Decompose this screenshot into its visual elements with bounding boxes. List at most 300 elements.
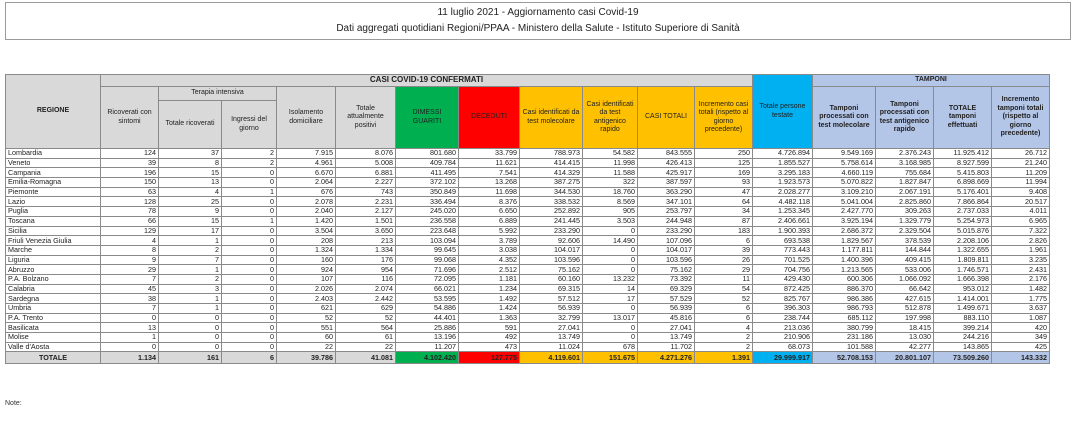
- table-cell: 213: [336, 236, 396, 246]
- region-name: Veneto: [6, 158, 101, 168]
- header-dimessi: DIMESSI GUARITI: [396, 87, 459, 149]
- table-cell: 533.006: [876, 265, 934, 275]
- table-cell: 420: [992, 323, 1050, 333]
- table-cell: 986.386: [813, 294, 876, 304]
- header-test-antigenico: Casi identificati da test antigenico rapido: [583, 87, 638, 149]
- table-cell: 2.442: [336, 294, 396, 304]
- table-cell: 244.948: [638, 216, 695, 226]
- header-ricoverati: Ricoverati con sintomi: [101, 87, 159, 149]
- table-cell: 127.775: [459, 352, 520, 364]
- table-cell: 25: [159, 197, 222, 207]
- table-cell: 344.530: [520, 187, 583, 197]
- table-cell: 5.992: [459, 226, 520, 236]
- region-name: Marche: [6, 245, 101, 255]
- table-cell: 414.329: [520, 168, 583, 178]
- table-cell: 104.017: [638, 245, 695, 255]
- table-cell: 1.492: [459, 294, 520, 304]
- table-cell: 843.555: [638, 149, 695, 159]
- table-cell: 103.596: [638, 255, 695, 265]
- table-cell: 3.637: [992, 304, 1050, 314]
- header-terapia-intensiva: Terapia intensiva: [159, 87, 277, 101]
- table-cell: 2.078: [277, 197, 336, 207]
- table-cell: 6.881: [336, 168, 396, 178]
- table-cell: 6.965: [992, 216, 1050, 226]
- table-cell: 3.504: [277, 226, 336, 236]
- header-tamponi-totale: TOTALE tamponi effettuati: [934, 87, 992, 149]
- table-cell: 1.391: [695, 352, 753, 364]
- table-cell: 150: [101, 178, 159, 188]
- table-cell: 34: [695, 207, 753, 217]
- table-cell: 2.427.770: [813, 207, 876, 217]
- table-cell: 245.020: [396, 207, 459, 217]
- table-cell: 6.898.669: [934, 178, 992, 188]
- table-cell: 45.816: [638, 313, 695, 323]
- table-cell: 1.666.398: [934, 274, 992, 284]
- table-cell: 33.799: [459, 149, 520, 159]
- table-cell: 27.041: [638, 323, 695, 333]
- table-cell: 11.702: [638, 342, 695, 352]
- table-row: [6, 236, 1050, 246]
- table-cell: 429.430: [753, 274, 813, 284]
- table-cell: 954: [336, 265, 396, 275]
- table-cell: 22: [277, 342, 336, 352]
- table-cell: 8.376: [459, 197, 520, 207]
- table-cell: 52.708.153: [813, 352, 876, 364]
- table-cell: 0: [222, 178, 277, 188]
- table-cell: 61: [336, 333, 396, 343]
- table-cell: 66.021: [396, 284, 459, 294]
- table-cell: 629: [336, 304, 396, 314]
- table-cell: 11.621: [459, 158, 520, 168]
- table-cell: 704.756: [753, 265, 813, 275]
- header-persone-testate: Totale persone testate: [753, 75, 813, 149]
- table-cell: 3.038: [459, 245, 520, 255]
- table-cell: 0: [222, 274, 277, 284]
- table-row: [6, 255, 1050, 265]
- table-cell: 1.420: [277, 216, 336, 226]
- table-row: [6, 284, 1050, 294]
- table-cell: 1.329.779: [876, 216, 934, 226]
- table-cell: 213.036: [753, 323, 813, 333]
- table-cell: 5.415.803: [934, 168, 992, 178]
- table-cell: 363.290: [638, 187, 695, 197]
- header-casi-confermati: CASI COVID-19 CONFERMATI: [101, 75, 753, 87]
- table-cell: 4.352: [459, 255, 520, 265]
- table-cell: 336.494: [396, 197, 459, 207]
- table-cell: 7: [101, 274, 159, 284]
- table-cell: 7.866.864: [934, 197, 992, 207]
- table-row: [6, 313, 1050, 323]
- table-cell: 399.214: [934, 323, 992, 333]
- table-cell: 57.529: [638, 294, 695, 304]
- table-cell: 25.886: [396, 323, 459, 333]
- table-cell: 8.076: [336, 149, 396, 159]
- table-cell: 2.074: [336, 284, 396, 294]
- region-name: Valle d'Aosta: [6, 342, 101, 352]
- table-cell: 18.760: [583, 187, 638, 197]
- table-cell: 11.209: [992, 168, 1050, 178]
- table-cell: 2.064: [277, 178, 336, 188]
- table-cell: 591: [459, 323, 520, 333]
- table-cell: 0: [222, 265, 277, 275]
- region-name: P.A. Trento: [6, 313, 101, 323]
- table-cell: 129: [101, 226, 159, 236]
- header-test-molecolare: Casi identificati da test molecolare: [520, 87, 583, 149]
- table-row: [6, 187, 1050, 197]
- table-cell: 71.696: [396, 265, 459, 275]
- table-cell: 0: [159, 333, 222, 343]
- table-cell: 75.162: [638, 265, 695, 275]
- table-cell: 693.538: [753, 236, 813, 246]
- table-cell: 60: [277, 333, 336, 343]
- table-cell: 210.906: [753, 333, 813, 343]
- table-cell: 2.329.504: [876, 226, 934, 236]
- table-cell: 1: [101, 333, 159, 343]
- table-cell: 116: [336, 274, 396, 284]
- table-cell: 160: [277, 255, 336, 265]
- table-row: [6, 197, 1050, 207]
- table-cell: 378.539: [876, 236, 934, 246]
- table-cell: 1.066.092: [876, 274, 934, 284]
- table-cell: 6: [695, 304, 753, 314]
- table-cell: 2.176: [992, 274, 1050, 284]
- table-cell: 3.109.210: [813, 187, 876, 197]
- table-cell: 29.999.917: [753, 352, 813, 364]
- table-cell: 411.495: [396, 168, 459, 178]
- table-cell: 0: [222, 294, 277, 304]
- table-cell: 0: [222, 333, 277, 343]
- table-cell: 6: [695, 236, 753, 246]
- table-cell: 7.915: [277, 149, 336, 159]
- table-cell: 244.216: [934, 333, 992, 343]
- table-cell: 1.322.655: [934, 245, 992, 255]
- table-cell: 0: [101, 313, 159, 323]
- table-cell: 47: [695, 187, 753, 197]
- table-cell: 241.445: [520, 216, 583, 226]
- table-cell: 66: [101, 216, 159, 226]
- table-cell: 396.303: [753, 304, 813, 314]
- table-cell: 1.134: [101, 352, 159, 364]
- table-cell: 4.271.276: [638, 352, 695, 364]
- table-cell: 1.253.345: [753, 207, 813, 217]
- table-cell: 0: [222, 342, 277, 352]
- region-name: Lombardia: [6, 149, 101, 159]
- table-cell: 0: [159, 323, 222, 333]
- table-cell: 2: [695, 333, 753, 343]
- table-cell: 551: [277, 323, 336, 333]
- table-cell: 6: [222, 352, 277, 364]
- table-cell: 73.509.260: [934, 352, 992, 364]
- table-cell: 93: [695, 178, 753, 188]
- table-cell: 1.334: [336, 245, 396, 255]
- table-cell: 409.415: [876, 255, 934, 265]
- table-cell: 233.290: [638, 226, 695, 236]
- table-cell: 427.615: [876, 294, 934, 304]
- table-cell: 56.939: [520, 304, 583, 314]
- table-cell: 4.482.118: [753, 197, 813, 207]
- table-cell: 1.482: [992, 284, 1050, 294]
- table-cell: 2.737.033: [934, 207, 992, 217]
- table-cell: 425: [992, 342, 1050, 352]
- table-cell: 41.081: [336, 352, 396, 364]
- table-cell: 425.917: [638, 168, 695, 178]
- table-cell: 196: [101, 168, 159, 178]
- table-cell: 6.670: [277, 168, 336, 178]
- table-cell: 1.746.571: [934, 265, 992, 275]
- table-row: [6, 323, 1050, 333]
- table-row: [6, 207, 1050, 217]
- table-cell: 2.231: [336, 197, 396, 207]
- table-row: [6, 274, 1050, 284]
- table-cell: 4.119.601: [520, 352, 583, 364]
- table-cell: 53.595: [396, 294, 459, 304]
- table-cell: 0: [222, 207, 277, 217]
- table-cell: 11.994: [992, 178, 1050, 188]
- table-cell: 104.017: [520, 245, 583, 255]
- table-cell: 78: [101, 207, 159, 217]
- table-cell: 183: [695, 226, 753, 236]
- table-cell: 3.295.183: [753, 168, 813, 178]
- table-cell: 755.684: [876, 168, 934, 178]
- table-cell: 0: [222, 226, 277, 236]
- table-cell: 0: [222, 236, 277, 246]
- table-cell: 3.789: [459, 236, 520, 246]
- table-cell: 5.070.822: [813, 178, 876, 188]
- table-cell: 347.101: [638, 197, 695, 207]
- region-name: Toscana: [6, 216, 101, 226]
- table-body: [6, 149, 1050, 364]
- table-cell: 1: [159, 294, 222, 304]
- table-cell: 2.026: [277, 284, 336, 294]
- table-cell: 2.376.243: [876, 149, 934, 159]
- table-cell: 1.424: [459, 304, 520, 314]
- table-cell: 872.425: [753, 284, 813, 294]
- table-cell: 54.886: [396, 304, 459, 314]
- table-cell: 414.415: [520, 158, 583, 168]
- table-cell: 8: [159, 158, 222, 168]
- table-cell: 3.650: [336, 226, 396, 236]
- table-cell: 7: [159, 255, 222, 265]
- table-cell: 124: [101, 149, 159, 159]
- region-name: Sicilia: [6, 226, 101, 236]
- table-cell: 0: [159, 342, 222, 352]
- table-cell: 773.443: [753, 245, 813, 255]
- table-row: [6, 168, 1050, 178]
- table-cell: 57.512: [520, 294, 583, 304]
- table-cell: 0: [222, 284, 277, 294]
- table-cell: 426.413: [638, 158, 695, 168]
- table-cell: 338.532: [520, 197, 583, 207]
- table-cell: 1.855.527: [753, 158, 813, 168]
- table-cell: 1.829.567: [813, 236, 876, 246]
- table-cell: 0: [583, 323, 638, 333]
- table-cell: 7.322: [992, 226, 1050, 236]
- table-cell: 4.102.420: [396, 352, 459, 364]
- table-cell: 905: [583, 207, 638, 217]
- table-cell: 11.925.412: [934, 149, 992, 159]
- table-cell: 42.277: [876, 342, 934, 352]
- table-cell: 409.784: [396, 158, 459, 168]
- table-cell: 9: [101, 255, 159, 265]
- table-cell: 238.744: [753, 313, 813, 323]
- table-cell: 4: [159, 187, 222, 197]
- totals-label: TOTALE: [6, 352, 101, 364]
- table-cell: 13: [101, 323, 159, 333]
- table-cell: 11.588: [583, 168, 638, 178]
- table-cell: 0: [583, 255, 638, 265]
- table-cell: 107.096: [638, 236, 695, 246]
- table-cell: 0: [101, 342, 159, 352]
- table-cell: 1.809.811: [934, 255, 992, 265]
- table-cell: 20.517: [992, 197, 1050, 207]
- table-cell: 2.028.277: [753, 187, 813, 197]
- table-cell: 1.961: [992, 245, 1050, 255]
- table-cell: 349: [992, 333, 1050, 343]
- table-cell: 309.263: [876, 207, 934, 217]
- table-cell: 52: [277, 313, 336, 323]
- table-cell: 143.332: [992, 352, 1050, 364]
- table-cell: 1: [222, 187, 277, 197]
- table-cell: 883.110: [934, 313, 992, 323]
- table-cell: 0: [222, 168, 277, 178]
- table-cell: 125: [695, 158, 753, 168]
- header-deceduti: DECEDUTI: [459, 87, 520, 149]
- table-cell: 37: [159, 149, 222, 159]
- table-cell: 701.525: [753, 255, 813, 265]
- table-cell: 0: [222, 245, 277, 255]
- table-cell: 8.569: [583, 197, 638, 207]
- table-cell: 63: [101, 187, 159, 197]
- table-cell: 103.596: [520, 255, 583, 265]
- table-cell: 13.749: [638, 333, 695, 343]
- table-cell: 0: [222, 255, 277, 265]
- table-cell: 9: [159, 207, 222, 217]
- table-cell: 56.939: [638, 304, 695, 314]
- table-cell: 0: [583, 333, 638, 343]
- table-cell: 11.998: [583, 158, 638, 168]
- table-cell: 75.162: [520, 265, 583, 275]
- table-cell: 5.758.614: [813, 158, 876, 168]
- table-row: [6, 178, 1050, 188]
- table-cell: 512.878: [876, 304, 934, 314]
- header-regione: REGIONE: [6, 75, 101, 149]
- table-cell: 38: [101, 294, 159, 304]
- table-cell: 678: [583, 342, 638, 352]
- table-cell: 197.998: [876, 313, 934, 323]
- table-cell: 2.208.106: [934, 236, 992, 246]
- header-ti-totale: Totale ricoverati: [159, 101, 222, 149]
- table-cell: 253.797: [638, 207, 695, 217]
- table-cell: 13.196: [396, 333, 459, 343]
- region-name: Sardegna: [6, 294, 101, 304]
- table-cell: 2.067.191: [876, 187, 934, 197]
- header-isolamento: Isolamento domiciliare: [277, 87, 336, 149]
- table-cell: 26.712: [992, 149, 1050, 159]
- table-cell: 3.925.194: [813, 216, 876, 226]
- table-cell: 60.160: [520, 274, 583, 284]
- table-cell: 101.588: [813, 342, 876, 352]
- table-cell: 380.799: [813, 323, 876, 333]
- table-cell: 1.363: [459, 313, 520, 323]
- table-cell: 4.660.119: [813, 168, 876, 178]
- header-tamponi-incremento: Incremento tamponi totali (rispetto al giorno precedente): [992, 87, 1050, 149]
- report-header: [5, 2, 1071, 40]
- table-cell: 99.068: [396, 255, 459, 265]
- table-cell: 0: [583, 245, 638, 255]
- table-cell: 26: [695, 255, 753, 265]
- table-cell: 11.207: [396, 342, 459, 352]
- region-name: Molise: [6, 333, 101, 343]
- table-cell: 3.503: [583, 216, 638, 226]
- table-cell: 103.094: [396, 236, 459, 246]
- table-cell: 1.213.565: [813, 265, 876, 275]
- table-cell: 11.698: [459, 187, 520, 197]
- header-casi-totali: CASI TOTALI: [638, 87, 695, 149]
- table-cell: 69.315: [520, 284, 583, 294]
- table-cell: 21.240: [992, 158, 1050, 168]
- table-cell: 17: [159, 226, 222, 236]
- table-cell: 2.406.661: [753, 216, 813, 226]
- table-cell: 1.414.001: [934, 294, 992, 304]
- table-cell: 8.927.599: [934, 158, 992, 168]
- table-cell: 1.324: [277, 245, 336, 255]
- header-tamponi-antigenico: Tamponi processati con test antigenico rapido: [876, 87, 934, 149]
- table-cell: 151.675: [583, 352, 638, 364]
- table-cell: 233.290: [520, 226, 583, 236]
- table-cell: 492: [459, 333, 520, 343]
- table-cell: 29: [695, 265, 753, 275]
- table-cell: 9.549.169: [813, 149, 876, 159]
- table-cell: 236.558: [396, 216, 459, 226]
- region-name: Abruzzo: [6, 265, 101, 275]
- table-cell: 788.973: [520, 149, 583, 159]
- table-cell: 2.431: [992, 265, 1050, 275]
- table-cell: 0: [159, 313, 222, 323]
- table-cell: 250: [695, 149, 753, 159]
- table-cell: 1.501: [336, 216, 396, 226]
- table-cell: 231.186: [813, 333, 876, 343]
- table-cell: 107: [277, 274, 336, 284]
- table-cell: 208: [277, 236, 336, 246]
- table-cell: 2.403: [277, 294, 336, 304]
- region-name: Basilicata: [6, 323, 101, 333]
- table-cell: 1: [159, 304, 222, 314]
- table-cell: 322: [583, 178, 638, 188]
- table-cell: 1.181: [459, 274, 520, 284]
- table-row: [6, 333, 1050, 343]
- table-cell: 621: [277, 304, 336, 314]
- table-row: [6, 294, 1050, 304]
- table-cell: 72.095: [396, 274, 459, 284]
- report-title: 11 luglio 2021 - Aggiornamento casi Covid-19: [437, 7, 639, 18]
- table-cell: 13.232: [583, 274, 638, 284]
- region-name: Piemonte: [6, 187, 101, 197]
- table-cell: 144.844: [876, 245, 934, 255]
- table-cell: 387.275: [520, 178, 583, 188]
- table-cell: 5.015.876: [934, 226, 992, 236]
- table-cell: 685.112: [813, 313, 876, 323]
- table-cell: 2: [159, 274, 222, 284]
- table-row: [6, 245, 1050, 255]
- table-cell: 3: [159, 284, 222, 294]
- table-cell: 14.490: [583, 236, 638, 246]
- table-cell: 1.177.811: [813, 245, 876, 255]
- table-row: [6, 149, 1050, 159]
- table-cell: 4.011: [992, 207, 1050, 217]
- table-cell: 161: [159, 352, 222, 364]
- table-cell: 52: [336, 313, 396, 323]
- table-cell: 5.254.973: [934, 216, 992, 226]
